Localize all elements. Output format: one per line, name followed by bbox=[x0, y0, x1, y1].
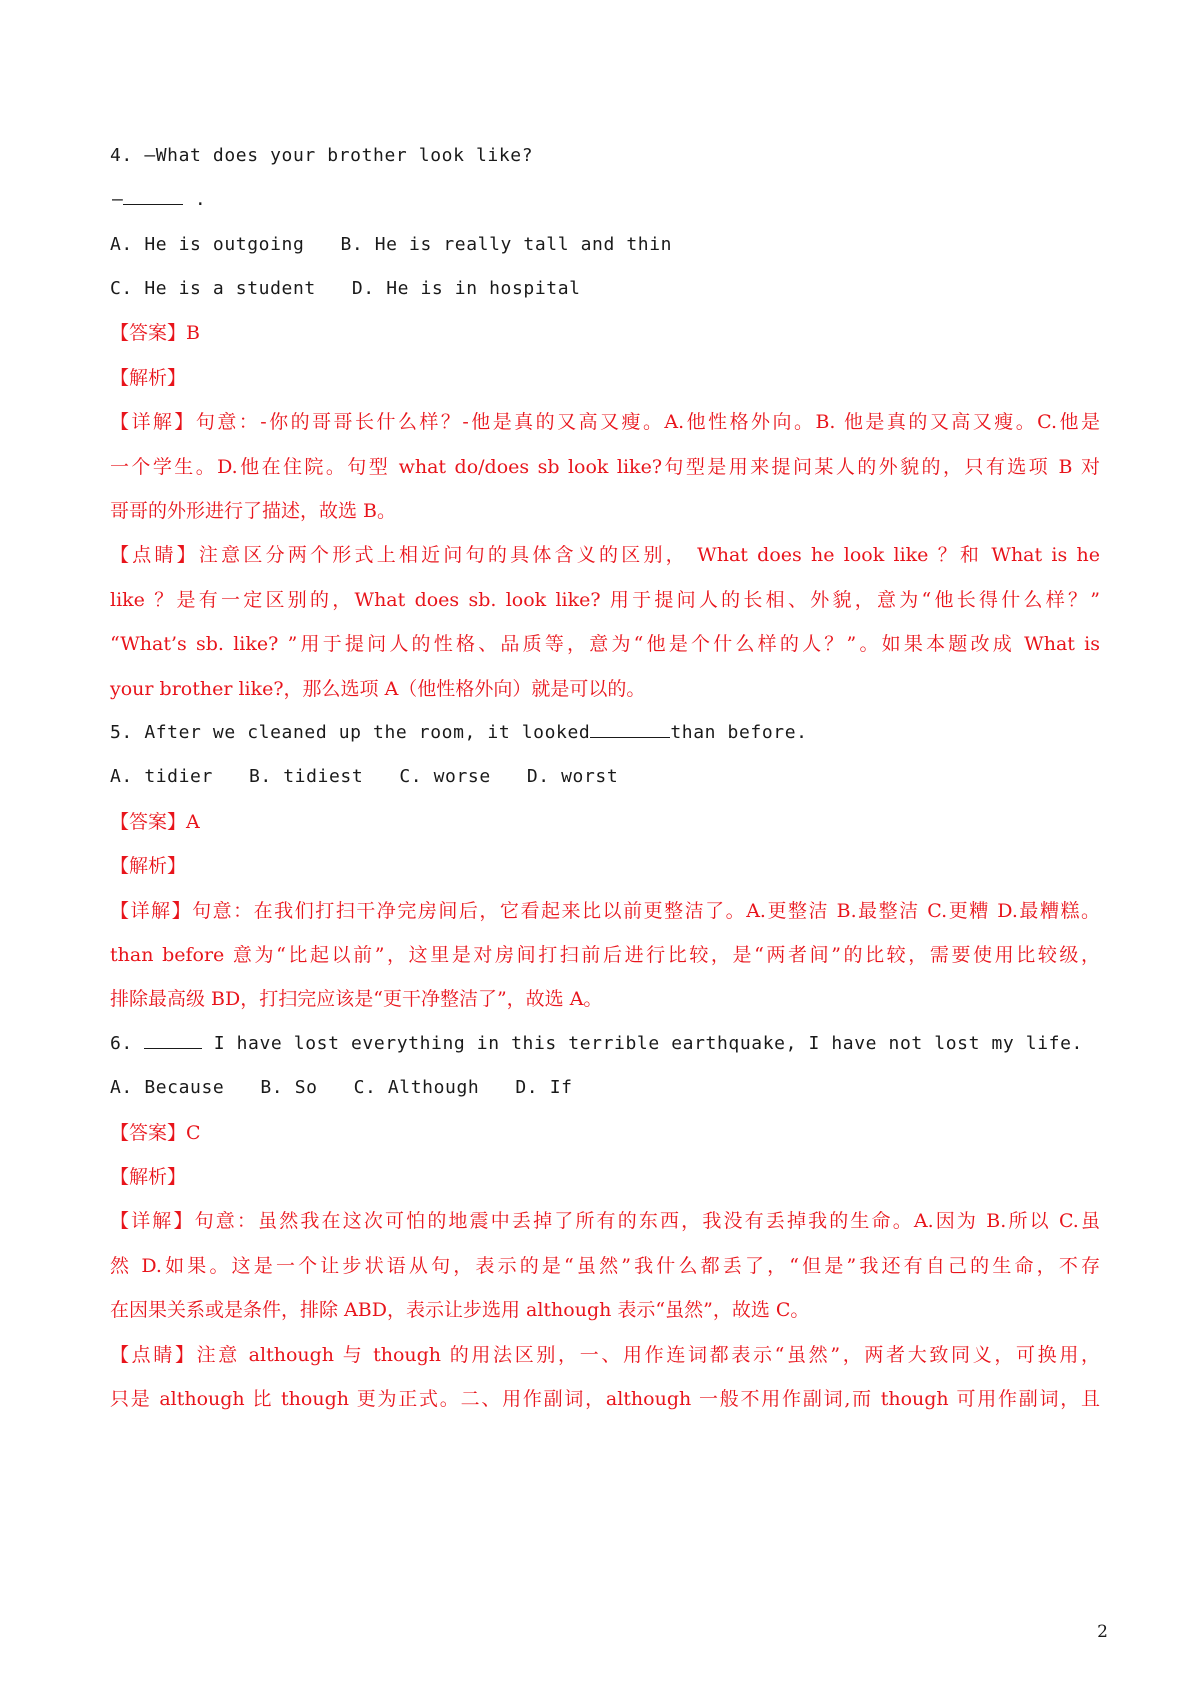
tip-line: your brother like?，那么选项 A（他性格外向）就是可以的。 bbox=[110, 678, 646, 700]
option-label: A. bbox=[110, 234, 133, 255]
question-text: After we cleaned up the room, it looked bbox=[144, 722, 591, 743]
dash: — bbox=[112, 189, 124, 210]
option-label: A. bbox=[110, 1077, 133, 1098]
analysis-heading: 【解析】 bbox=[110, 367, 187, 389]
option-text: tidiest bbox=[283, 766, 364, 787]
period: . bbox=[194, 189, 207, 210]
option-text: He is outgoing bbox=[144, 234, 305, 255]
option-text: He is in hospital bbox=[386, 278, 581, 299]
option-label: C. bbox=[399, 766, 423, 787]
detail-line: 哥哥的外形进行了描述，故选 B。 bbox=[110, 500, 397, 522]
answer-line: 【答案】C bbox=[110, 1122, 201, 1144]
question-text: I have lost everything in this terrible earthquake, I have not lost my life. bbox=[213, 1033, 1083, 1054]
option-text: worst bbox=[561, 766, 619, 787]
question-4-options-row2 bbox=[110, 275, 1100, 303]
tip-line: 只是 although 比 though 更为正式。二、用作副词，although 一般不用作副词,而 though 可用作副词，且 bbox=[110, 1388, 1100, 1410]
option-text: worse bbox=[433, 766, 491, 787]
option-label: D. bbox=[351, 278, 375, 299]
option-label: B. bbox=[248, 766, 272, 787]
question-4-options-row1 bbox=[110, 231, 1100, 259]
option-label: B. bbox=[340, 234, 364, 255]
analysis-heading: 【解析】 bbox=[110, 1166, 187, 1188]
detail-line: 然 D.如果。这是一个让步状语从句，表示的是“虽然”我什么都丢了，“但是”我还有自己的生命，不存 bbox=[110, 1255, 1100, 1277]
detail-line: 【详解】句意：-你的哥哥长什么样？-他是真的又高又瘦。A.他性格外向。B. 他是真的又高又瘦。C.他是 bbox=[110, 411, 1100, 433]
detail-line: 排除最高级 BD，打扫完应该是“更干净整洁了”，故选 A。 bbox=[110, 988, 603, 1010]
question-6-stem bbox=[110, 1030, 1100, 1058]
answer-line: 【答案】B bbox=[110, 322, 200, 344]
question-number: 4. bbox=[110, 145, 133, 166]
option-text: If bbox=[549, 1077, 573, 1098]
option-label: D. bbox=[526, 766, 550, 787]
option-label: C. bbox=[110, 278, 133, 299]
option-label: A. bbox=[110, 766, 133, 787]
page-number: 2 bbox=[1097, 1622, 1108, 1642]
question-text: —What does your brother look like? bbox=[144, 145, 534, 166]
answer-blank bbox=[590, 719, 670, 738]
detail-line: 【详解】句意：在我们打扫干净完房间后，它看起来比以前更整洁了。A.更整洁 B.最整洁 C.更糟 D.最糟糕。 bbox=[110, 900, 1100, 922]
question-5-options bbox=[110, 763, 1100, 791]
option-text: He is a student bbox=[144, 278, 316, 299]
tip-line: 【点睛】注意 although 与 though 的用法区别，一、用作连词都表示“虽然”，两者大致同义，可换用， bbox=[110, 1344, 1100, 1366]
question-number: 5. bbox=[110, 722, 133, 743]
option-text: Because bbox=[144, 1077, 225, 1098]
question-number: 6. bbox=[110, 1033, 133, 1054]
question-5-stem bbox=[110, 719, 1100, 747]
tip-line: 【点睛】注意区分两个形式上相近问句的具体含义的区别， What does he look like ？和 What is he bbox=[110, 544, 1100, 566]
answer-blank bbox=[123, 186, 183, 205]
question-text: than before. bbox=[670, 722, 808, 743]
detail-line: 在因果关系或是条件，排除 ABD，表示让步选用 although 表示“虽然”，故选 C。 bbox=[110, 1299, 810, 1321]
question-4-response bbox=[112, 186, 1102, 214]
option-text: tidier bbox=[144, 766, 213, 787]
answer-blank bbox=[144, 1030, 202, 1049]
detail-line: 【详解】句意：虽然我在这次可怕的地震中丢掉了所有的东西，我没有丢掉我的生命。A.因为 B.所以 C.虽 bbox=[110, 1210, 1100, 1232]
tip-line: like ？是有一定区别的，What does sb. look like? 用于提问人的长相、外貌，意为“他长得什么样？” bbox=[110, 589, 1100, 611]
detail-line: than before 意为“比起以前”，这里是对房间打扫前后进行比较，是“两者间”的比较，需要使用比较级， bbox=[110, 944, 1100, 966]
detail-line: 一个学生。D.他在住院。句型 what do/does sb look like?句型是用来提问某人的外貌的，只有选项 B 对 bbox=[110, 456, 1100, 478]
tip-line: “What’s sb. like? ”用于提问人的性格、品质等，意为“他是个什么样的人？”。如果本题改成 What is bbox=[110, 633, 1100, 655]
option-label: C. bbox=[353, 1077, 377, 1098]
option-label: D. bbox=[515, 1077, 539, 1098]
question-4-stem bbox=[110, 142, 1100, 170]
option-label: B. bbox=[260, 1077, 284, 1098]
question-6-options bbox=[110, 1074, 1100, 1102]
answer-line: 【答案】A bbox=[110, 811, 200, 833]
option-text: He is really tall and thin bbox=[374, 234, 673, 255]
analysis-heading: 【解析】 bbox=[110, 855, 187, 877]
option-text: So bbox=[294, 1077, 318, 1098]
option-text: Although bbox=[387, 1077, 480, 1098]
